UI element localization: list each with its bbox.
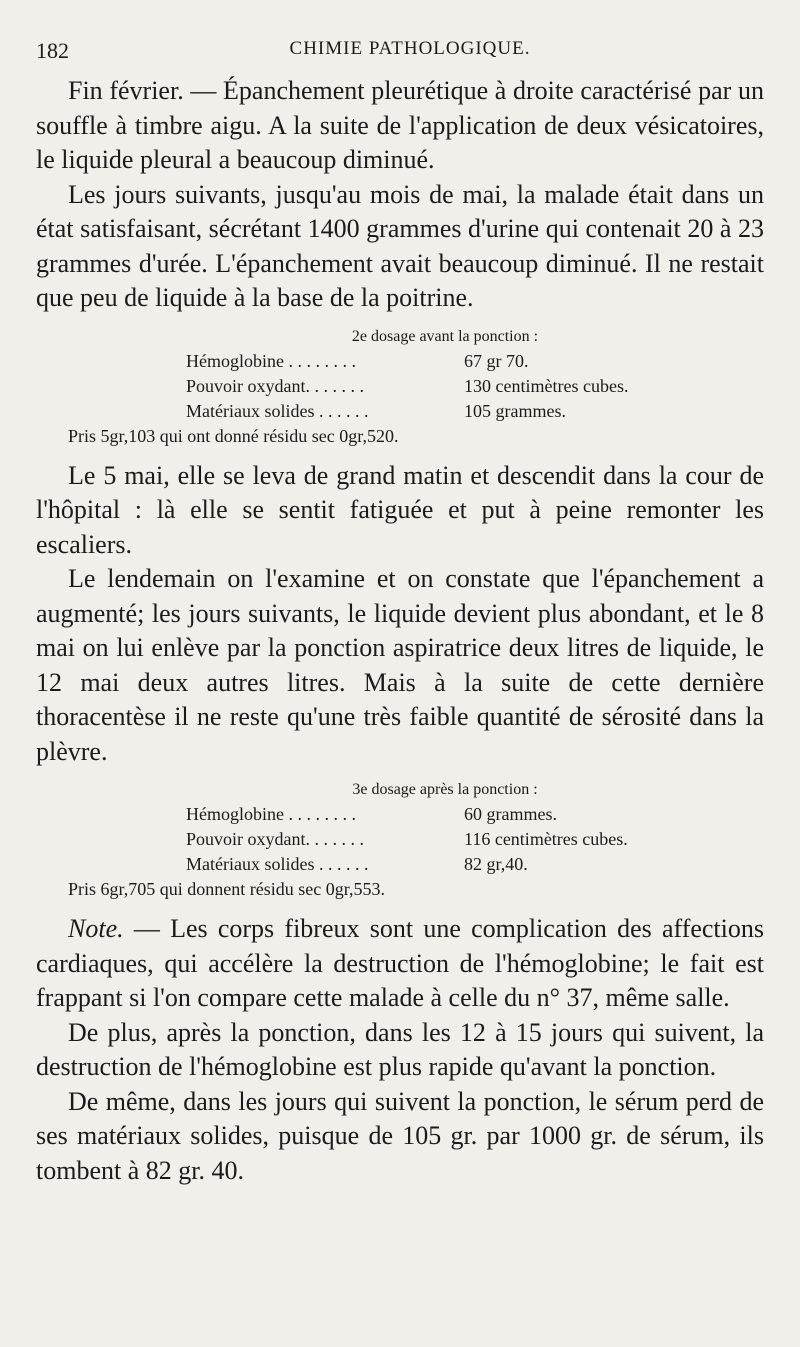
paragraph: De plus, après la ponction, dans les 12 à 15 jours qui suivent, la destruction de l'hémoglobine est plus rapide qu'avant la ponction. xyxy=(36,1017,764,1081)
dosage-note: Pris 5gr,103 qui ont donné résidu sec 0gr,520. xyxy=(68,425,399,446)
dosage-note: Pris 6gr,705 qui donnent résidu sec 0gr,553. xyxy=(68,879,386,899)
dosage-label: Pouvoir oxydant. . . . . . . xyxy=(186,829,364,849)
dosage-row xyxy=(186,852,656,877)
dosage-label: Pouvoir oxydant. . . . . . . xyxy=(186,375,364,396)
dosage-value: 116 centimètres cubes. xyxy=(464,829,628,849)
dosage-label: Hémoglobine . . . . . . . . xyxy=(186,804,356,824)
paragraph: Le 5 mai, elle se leva de grand matin et descendit dans la cour de l'hôpital : là elle se sentit fatiguée et put à peine remonter les escaliers. xyxy=(36,460,764,559)
dosage-value: 130 centimètres cubes. xyxy=(464,375,629,396)
dosage-table-3 xyxy=(36,777,764,902)
note-paragraph xyxy=(36,912,764,1016)
dosage-value: 60 grammes. xyxy=(464,804,557,824)
dosage-value: 82 gr,40. xyxy=(464,854,528,874)
dosage-table-2 xyxy=(36,324,764,449)
dosage-title: 3e dosage après la ponction : xyxy=(352,781,538,798)
note-text: — Les corps fibreux sont une complication des affections cardiaques, qui accélère la destruction de l'hémoglobine; le fait est frappant si l'on compare cette malade à celle du n° 37, même salle. xyxy=(36,914,764,1012)
page-header xyxy=(36,34,764,74)
dosage-row xyxy=(186,827,656,852)
dosage-value: 67 gr 70. xyxy=(464,350,529,371)
running-title: CHIMIE PATHOLOGIQUE. xyxy=(289,38,531,59)
dosage-label: Hémoglobine . . . . . . . . xyxy=(186,350,356,371)
dosage-value: 105 grammes. xyxy=(464,400,566,421)
paragraph: De même, dans les jours qui suivent la ponction, le sérum perd de ses matériaux solides, puisque de 105 gr. par 1000 gr. de sérum, ils tombent à 82 gr. 40. xyxy=(36,1086,764,1185)
page-number: 182 xyxy=(36,38,69,63)
note-heading: Note. xyxy=(68,914,124,943)
dosage-title: 2e dosage avant la ponction : xyxy=(351,327,539,345)
paragraph: Les jours suivants, jusqu'au mois de mai, la malade était dans un état satisfaisant, sécrétant 1400 grammes d'urine qui contenait 20 à 23 grammes d'urée. L'épanchement avait beaucoup diminué. Il ne restait que peu de liquide à la base de la poitrine. xyxy=(36,179,764,312)
paragraph: Fin février. — Épanchement pleurétique à droite caractérisé par un souffle à timbre aigu. A la suite de l'application de deux vésicatoires, le liquide pleural a beaucoup diminué. xyxy=(36,76,764,174)
dosage-row xyxy=(186,802,656,827)
dosage-label: Matériaux solides . . . . . . xyxy=(186,854,369,874)
dosage-row xyxy=(186,349,656,374)
dosage-label: Matériaux solides . . . . . . xyxy=(186,400,369,421)
dosage-row xyxy=(186,399,656,424)
paragraph: Le lendemain on l'examine et on constate que l'épanchement a augmenté; les jours suivants, le liquide devient plus abondant, et le 8 mai on lui enlève par la ponction aspiratrice deux litres de liquide, le 12 mai deux autres litres. Mais à la suite de cette dernière thoracentèse il ne reste qu'une très faible quantité de sérosité dans la plèvre. xyxy=(36,564,764,766)
dosage-row xyxy=(186,374,656,399)
